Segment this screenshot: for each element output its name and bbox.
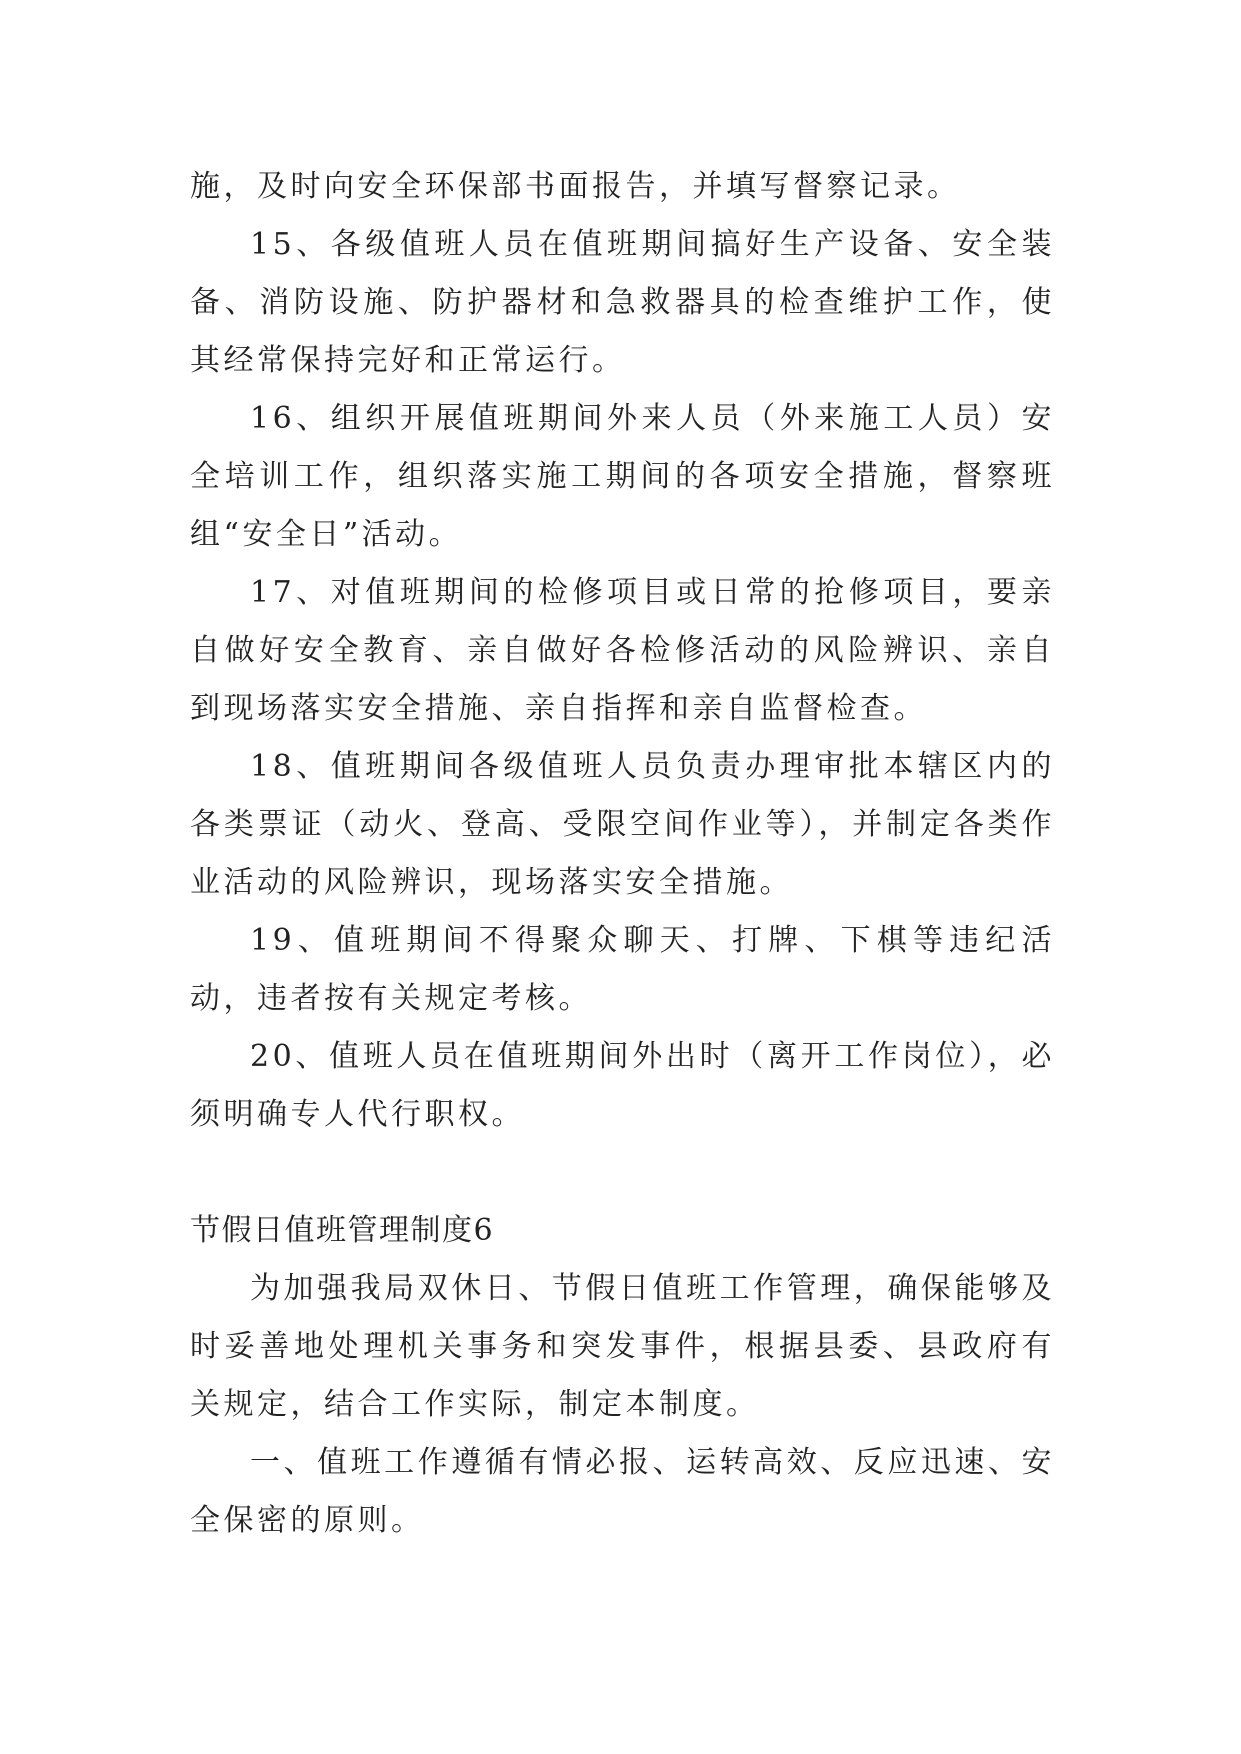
section-item-1: 一、值班工作遵循有情必报、运转高效、反应迅速、安全保密的原则。 xyxy=(190,1445,1055,1538)
paragraph-item-19: 19、值班期间不得聚众聊天、打牌、下棋等违纪活动，违者按有关规定考核。 xyxy=(190,923,1055,1016)
section-intro-paragraph: 为加强我局双休日、节假日值班工作管理，确保能够及时妥善地处理机关事务和突发事件，根据县委、县政府有关规定，结合工作实际，制定本制度。 xyxy=(190,1271,1055,1422)
paragraph-item-20: 20、值班人员在值班期间外出时（离开工作岗位），必须明确专人代行职权。 xyxy=(190,1039,1055,1132)
paragraph-item-17: 17、对值班期间的检修项目或日常的抢修项目，要亲自做好安全教育、亲自做好各检修活动的风险辨识、亲自到现场落实安全措施、亲自指挥和亲自监督检查。 xyxy=(190,575,1055,726)
paragraph-item-18: 18、值班期间各级值班人员负责办理审批本辖区内的各类票证（动火、登高、受限空间作业等），并制定各类作业活动的风险辨识，现场落实安全措施。 xyxy=(190,749,1055,900)
paragraph-item-16: 16、组织开展值班期间外来人员（外来施工人员）安全培训工作，组织落实施工期间的各项安全措施，督察班组“安全日”活动。 xyxy=(190,401,1055,552)
section-title: 节假日值班管理制度6 xyxy=(190,1213,495,1248)
paragraph-continuation: 施，及时向安全环保部书面报告，并填写督察记录。 xyxy=(190,169,961,204)
paragraph-item-15: 15、各级值班人员在值班期间搞好生产设备、安全装备、消防设施、防护器材和急救器具的检查维护工作，使其经常保持完好和正常运行。 xyxy=(190,227,1055,378)
document-body xyxy=(190,158,1055,1550)
